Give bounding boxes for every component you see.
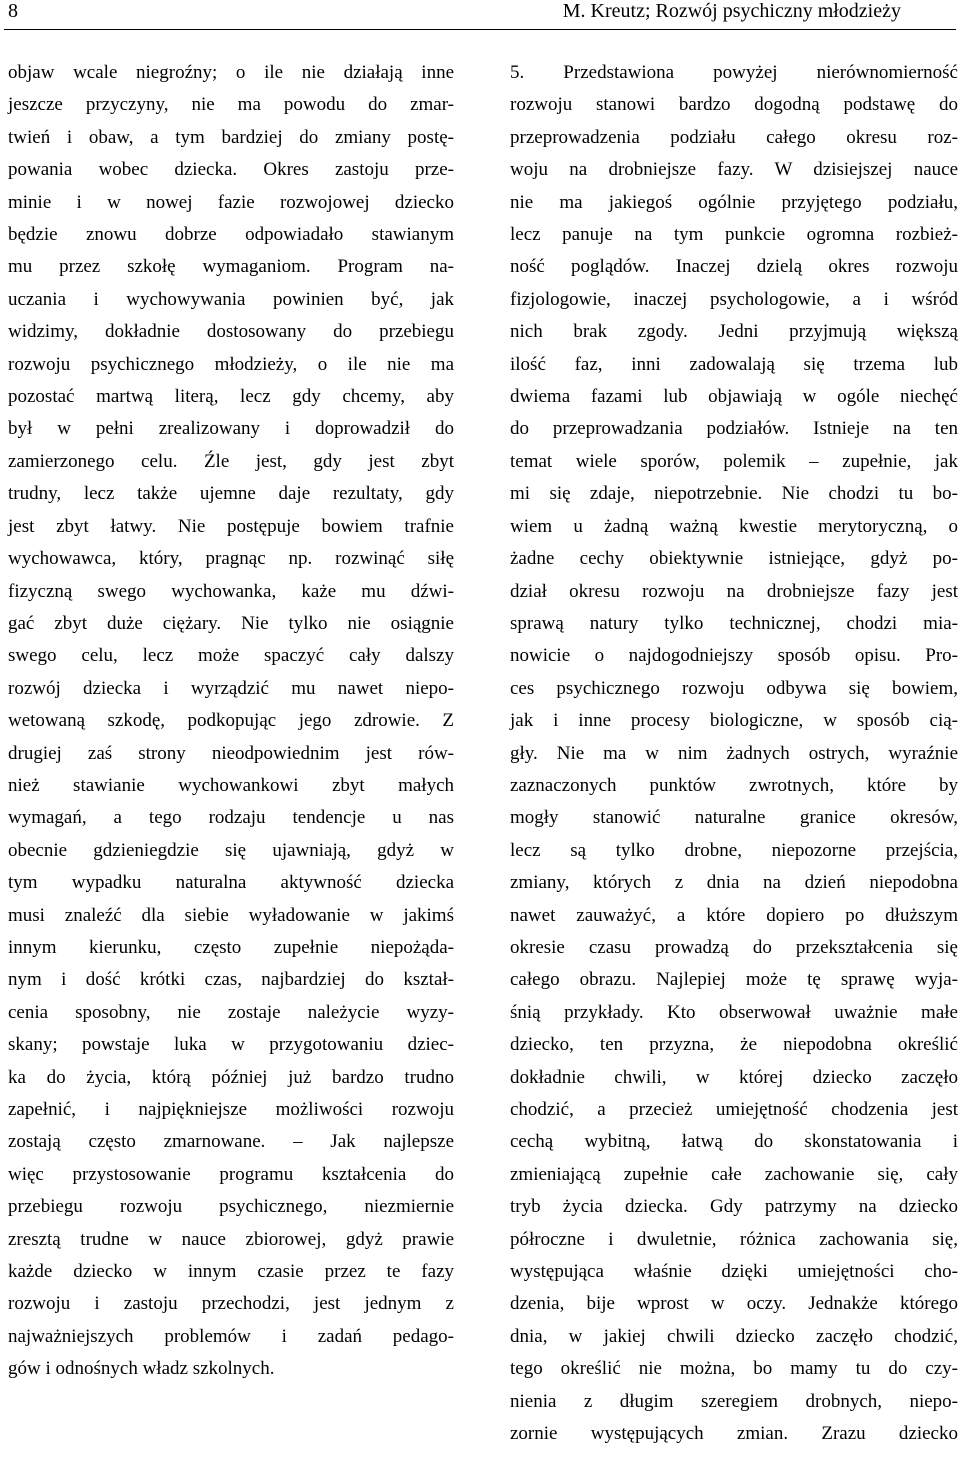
text-line: był w pełni zrealizowany i doprowadził do xyxy=(8,418,454,440)
text-line: zapełnić, i najpiękniejsze możliwości rozwoju xyxy=(8,1099,454,1120)
text-line: ces psychicznego rozwoju odbywa się bowiem, xyxy=(510,677,958,699)
text-line: więc przystosowanie programu kształcenia do xyxy=(8,1163,454,1185)
text-line: lecz są tylko drobne, niepozorne przejścia, xyxy=(510,839,958,861)
text-line: zmieniającą zupełnie całe zachowanie się, cały xyxy=(510,1163,958,1185)
text-line: jest zbyt łatwy. Nie postępuje bowiem trafnie xyxy=(8,515,454,537)
text-line: wiem u żadną ważną kwestie merytoryczną, o xyxy=(510,515,958,537)
text-line: uczania i wychowywania powinien być, jak xyxy=(8,288,454,310)
text-line: nie ma jakiegoś ogólnie przyjętego podziału, xyxy=(510,191,958,213)
text-line: mogły stanowić naturalne granice okresów, xyxy=(510,807,958,829)
text-line: ka do życia, którą później już bardzo trudno xyxy=(8,1066,454,1088)
text-line: jeszcze przyczyny, nie ma powodu do zmar- xyxy=(8,94,454,116)
text-line: nież stawianie wychowankowi zbyt małych xyxy=(8,774,454,796)
text-line: wymagań, a tego rodzaju tendencje u nas xyxy=(8,807,454,829)
text-line: innym kierunku, często zupełnie niepożąda- xyxy=(8,936,454,958)
text-line: nym i dość krótki czas, najbardziej do kształ- xyxy=(8,969,454,991)
text-line: będzie znowu dobrze odpowiadało stawianym xyxy=(8,224,454,246)
text-line: skany; powstaje luka w przygotowaniu dziec- xyxy=(8,1034,454,1056)
text-line: wetowaną szkodę, podkopując jego zdrowie. Z xyxy=(8,710,454,732)
text-line: wychowawca, który, pragnąc np. rozwinąć siłę xyxy=(8,548,454,570)
text-line: do przeprowadzania podziałów. Istnieje na ten xyxy=(510,418,958,440)
text-line: występująca właśnie dzięki umiejętności cho- xyxy=(510,1261,958,1283)
text-line: najważniejszych problemów i zadań pedago- xyxy=(8,1325,454,1347)
text-line: nowicie o najdogodniejszy sposób opisu. Pro- xyxy=(510,645,958,667)
text-line: rozwoju i zastoju przechodzi, jest jednym z xyxy=(8,1293,454,1315)
text-line: śnią przykłady. Kto obserwował uważnie małe xyxy=(510,1001,958,1023)
text-line: zostają często zmarnowane. – Jak najlepsze xyxy=(8,1131,454,1153)
text-line: dziecko, ten przyzna, że niepodobna określić xyxy=(510,1034,958,1056)
text-line: nawet zauważyć, a które dopiero po dłuższym xyxy=(510,904,958,926)
text-line: dzenia, bije wprost w oczy. Jednakże którego xyxy=(510,1293,958,1315)
text-line: woju na drobniejsze fazy. W dzisiejszej nauce xyxy=(510,159,958,181)
text-line: powania wobec dziecka. Okres zastoju prze- xyxy=(8,159,454,181)
text-line: tym wypadku naturalna aktywność dziecka xyxy=(8,872,454,894)
text-line: dokładnie chwili, w której dziecko zaczęło xyxy=(510,1066,958,1088)
text-line: mu przez szkołę wymaganiom. Program na- xyxy=(8,256,454,278)
text-line: gły. Nie ma w nim żadnych ostrych, wyraźnie xyxy=(510,742,958,764)
text-line: cechą wybitną, łatwą do skonstatowania i xyxy=(510,1131,958,1153)
text-line: widzimy, dokładnie dostosowany do przebiegu xyxy=(8,321,454,343)
text-line: rozwój dziecka i wyrządzić mu nawet niepo- xyxy=(8,677,454,699)
text-line: rozwoju stanowi bardzo dogodną podstawę do xyxy=(510,94,958,116)
text-line: zornie występujących zmian. Zrazu dziecko xyxy=(510,1423,958,1445)
text-line: twień i obaw, a tym bardziej do zmiany postę- xyxy=(8,126,454,148)
text-line: dział okresu rozwoju na drobniejsze fazy jest xyxy=(510,580,958,602)
text-line: gać zbyt duże ciężary. Nie tylko nie osiągnie xyxy=(8,612,454,634)
text-line: ilość faz, inni zadowalają się trzema lub xyxy=(510,353,958,375)
text-line: każde dziecko w innym czasie przez te fazy xyxy=(8,1261,454,1283)
text-line: fizyczną swego wychowanka, każe mu dźwi- xyxy=(8,580,454,602)
text-line: cenia sposobny, nie zostaje należycie wyzy- xyxy=(8,1001,454,1023)
text-line: chodzić, a przecież umiejętność chodzenia jest xyxy=(510,1099,958,1120)
text-line: musi znaleźć dla siebie wyładowanie w jakimś xyxy=(8,904,454,926)
text-line: swego celu, lecz może spaczyć cały dalszy xyxy=(8,645,454,667)
text-line: półroczne i dwuletnie, różnica zachowania się, xyxy=(510,1228,958,1250)
right-text-column xyxy=(510,57,958,1450)
text-line: drugiej zaś strony nieodpowiednim jest rów- xyxy=(8,742,454,764)
text-line: jak i inne procesy biologiczne, w sposób cią- xyxy=(510,710,958,732)
text-line: sprawą natury tylko technicznej, chodzi mia- xyxy=(510,612,958,634)
text-line: nienia z długim szeregiem drobnych, niepo- xyxy=(510,1390,958,1412)
text-line: minie i w nowej fazie rozwojowej dziecko xyxy=(8,191,454,213)
text-line: mi się zdaje, niepotrzebnie. Nie chodzi tu bo- xyxy=(510,483,958,505)
left-text-column xyxy=(8,57,454,1386)
text-line: pozostać martwą literą, lecz gdy chcemy, aby xyxy=(8,386,454,408)
text-line: lecz panuje na tym punkcie ogromna rozbież- xyxy=(510,224,958,246)
running-head-title: M. Kreutz; Rozwój psychiczny młodzieży xyxy=(562,0,901,22)
text-line: nich brak zgody. Jedni przyjmują większą xyxy=(510,321,958,343)
text-line: dwiema fazami lub objawiają w ogóle niechęć xyxy=(510,386,958,408)
text-line: gów i odnośnych władz szkolnych. xyxy=(8,1358,275,1380)
text-line: przebiegu rozwoju psychicznego, niezmiernie xyxy=(8,1196,454,1218)
text-line: okresie czasu prowadzą do przekształcenia się xyxy=(510,936,958,958)
text-line: objaw wcale niegroźny; o ile nie działają inne xyxy=(8,62,454,83)
text-line: 5. Przedstawiona powyżej nierównomierność xyxy=(510,62,958,83)
text-line: temat wiele sporów, polemik – zupełnie, jak xyxy=(510,450,958,472)
text-line: trudny, lecz także ujemne daje rezultaty, gdy xyxy=(8,483,454,505)
text-line: tryb życia dziecka. Gdy patrzymy na dziecko xyxy=(510,1196,958,1218)
text-line: rozwoju psychicznego młodzieży, o ile nie ma xyxy=(8,353,454,375)
text-line: zmiany, których z dnia na dzień niepodobna xyxy=(510,872,958,894)
header-rule xyxy=(4,29,956,30)
running-head xyxy=(0,0,960,30)
text-line: tego określić nie można, bo mamy tu do czy- xyxy=(510,1358,958,1380)
text-line: przeprowadzenia podziału całego okresu roz- xyxy=(510,126,958,148)
text-line: fizjologowie, inaczej psychologowie, a i wśród xyxy=(510,288,958,310)
text-line: dnia, w jakiej chwili dziecko zaczęło chodzić, xyxy=(510,1325,958,1347)
text-line: całego obrazu. Najlepiej może tę sprawę wyja- xyxy=(510,969,958,991)
text-line: zaznaczonych punktów zwrotnych, które by xyxy=(510,774,958,796)
text-line: obecnie gdzieniegdzie się ujawniają, gdyż w xyxy=(8,839,454,861)
text-line: zamierzonego celu. Źle jest, gdy jest zbyt xyxy=(8,450,454,472)
text-line: żadne cechy obiektywnie istniejące, gdyż po- xyxy=(510,548,958,570)
text-line: zresztą trudne w nauce zbiorowej, gdyż prawie xyxy=(8,1228,454,1250)
page-number: 8 xyxy=(8,0,18,22)
text-line: ność poglądów. Inaczej dzielą okres rozwoju xyxy=(510,256,958,278)
